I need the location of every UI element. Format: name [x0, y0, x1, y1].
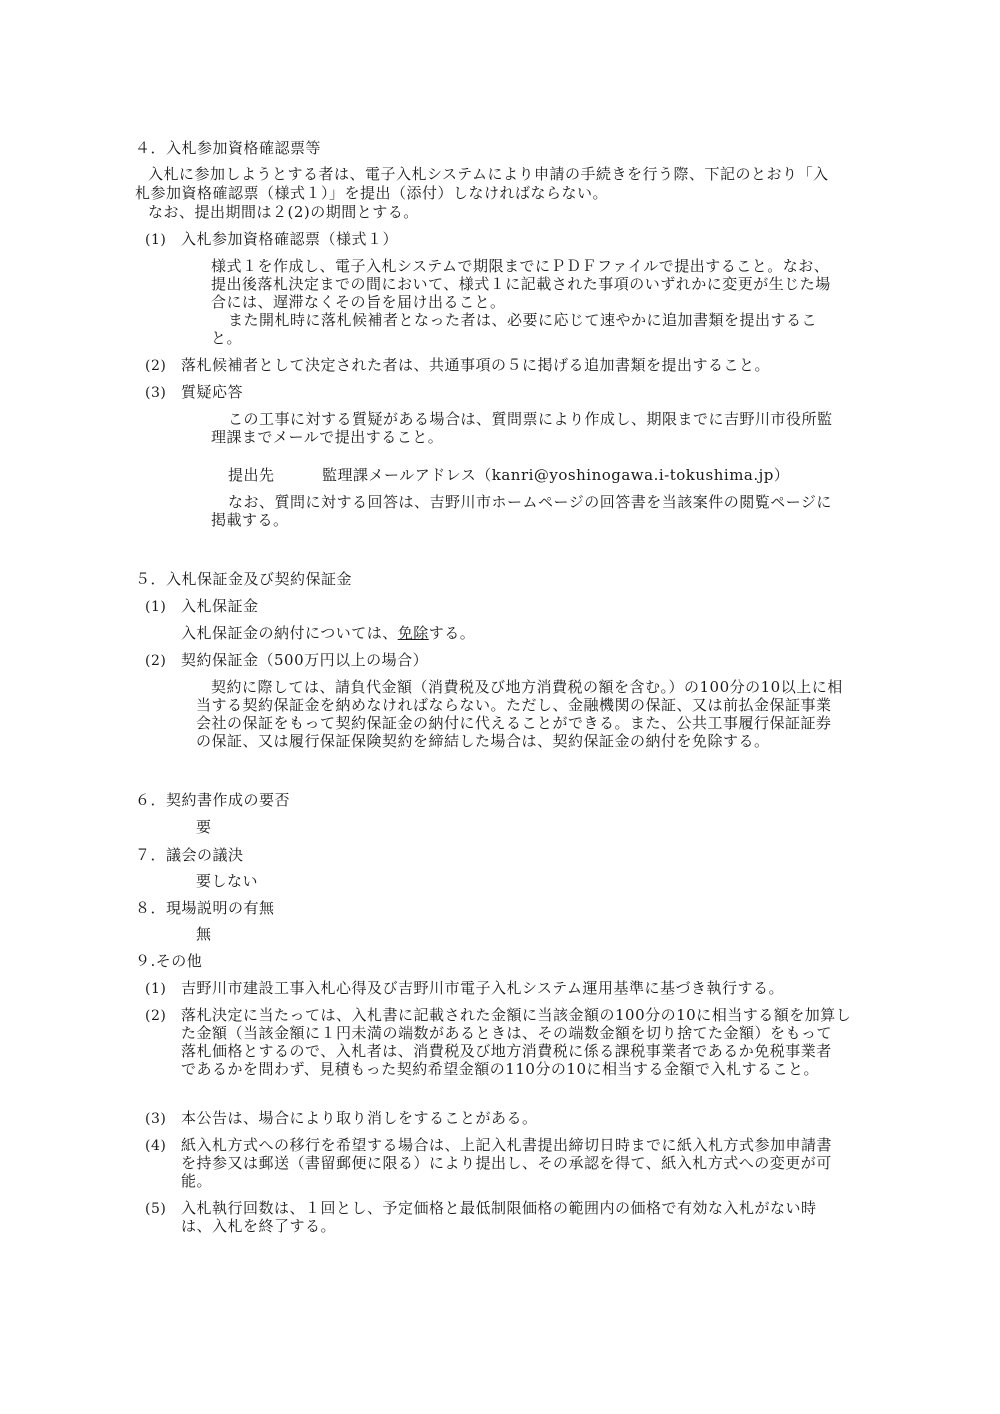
s9-item-2-line: た金額（当該金額に１円未満の端数があるときは、その端数金額を切り捨てた金額）をもって	[181, 1024, 833, 1042]
section-8-heading: ８．現場説明の有無	[135, 899, 275, 917]
s9-item-4-line: を持参又は郵送（書留郵便に限る）により提出し、その承認を得て、紙入札方式への変更が可	[181, 1154, 832, 1172]
s4-intro-line: 札参加資格確認票（様式１）」を提出（添付）しなければならない。	[135, 184, 609, 202]
section-6-heading: ６．契約書作成の要否	[135, 791, 291, 809]
section-5-heading: ５．入札保証金及び契約保証金	[135, 570, 353, 588]
s5-item-1-text-c: する。	[428, 624, 476, 642]
s7-value: 要しない	[196, 872, 259, 890]
section-4-heading: ４．入札参加資格確認票等	[135, 139, 322, 157]
section-7-heading: ７．議会の議決	[135, 846, 244, 864]
s9-item-5-line: は、入札を終了する。	[181, 1217, 337, 1235]
s8-value: 無	[196, 925, 212, 943]
s5-item-1-text-a: 入札保証金の納付については、	[181, 624, 398, 642]
s4-item-3-line: 理課までメールで提出すること。	[211, 428, 444, 446]
s9-item-3-number: (3)	[145, 1111, 167, 1127]
s4-dest-value: 監理課メールアドレス（kanri@yoshinogawa.i-tokushima.jp）	[322, 466, 790, 484]
s9-item-4-line: 能。	[181, 1172, 213, 1190]
s5-exemption-underlined: 免除	[397, 624, 429, 642]
s4-item-1-line: と。	[211, 329, 243, 347]
s4-item-3-line: なお、質問に対する回答は、吉野川市ホームページの回答書を当該案件の閲覧ページに	[228, 493, 832, 511]
s4-item-1-title: 入札参加資格確認票（様式１）	[181, 230, 399, 248]
s5-item-2-line: 契約に際しては、請負代金額（消費税及び地方消費税の額を含む。）の100分の10以上に相	[211, 678, 843, 696]
s9-item-4-number: (4)	[145, 1138, 167, 1154]
s4-item-3-title: 質疑応答	[181, 383, 244, 401]
s9-item-2-line: 落札決定に当たっては、入札書に記載された金額に当該金額の100分の10に相当する額を加算し	[181, 1006, 852, 1024]
s4-item-1-line: 様式１を作成し、電子入札システムで期限までにＰＤＦファイルで提出すること。なお、	[211, 257, 830, 275]
s5-item-2-line: 会社の保証をもって契約保証金の納付に代えることができる。また、公共工事履行保証証券	[196, 714, 832, 732]
s4-item-3-line: 掲載する。	[211, 511, 289, 529]
s9-item-1-number: (1)	[145, 981, 167, 997]
section-9-heading: ９.その他	[135, 952, 203, 970]
s5-item-2-line: 当する契約保証金を納めなければならない。ただし、金融機関の保証、又は前払金保証事業	[196, 696, 832, 714]
s9-item-2-number: (2)	[145, 1008, 167, 1024]
s4-intro-line: 入札に参加しようとする者は、電子入札システムにより申請の手続きを行う際、下記のとおり「入	[148, 165, 829, 183]
s4-item-2-text: 落札候補者として決定された者は、共通事項の５に掲げる追加書類を提出すること。	[181, 356, 771, 374]
s9-item-3-text: 本公告は、場合により取り消しをすることがある。	[181, 1109, 538, 1127]
s4-item-2-number: (2)	[145, 358, 167, 374]
s4-item-1-line: また開札時に落札候補者となった者は、必要に応じて速やかに追加書類を提出するこ	[228, 311, 818, 329]
s5-item-2-number: (2)	[145, 653, 167, 669]
s6-value: 要	[196, 818, 212, 836]
s9-item-2-line: であるかを問わず、見積もった契約希望金額の110分の10に相当する金額で入札すること。	[181, 1060, 820, 1078]
s5-item-1-title: 入札保証金	[181, 597, 259, 615]
s4-item-1-number: (1)	[145, 232, 167, 248]
s9-item-5-line: 入札執行回数は、１回とし、予定価格と最低制限価格の範囲内の価格で有効な入札がない時	[181, 1199, 817, 1217]
s4-item-1-line: 提出後落札決定までの間において、様式１に記載された事項のいずれかに変更が生じた場	[211, 275, 831, 293]
s9-item-1-text: 吉野川市建設工事入札心得及び吉野川市電子入札システム運用基準に基づき執行する。	[181, 979, 785, 997]
s4-item-1-line: 合には、遅滞なくその旨を届け出ること。	[211, 293, 506, 311]
s5-item-2-line: の保証、又は履行保証保険契約を締結した場合は、契約保証金の納付を免除する。	[196, 732, 770, 750]
s4-item-3-line: この工事に対する質疑がある場合は、質問票により作成し、期限までに吉野川市役所監	[228, 410, 833, 428]
s4-intro-line: なお、提出期間は２(2)の期間とする。	[148, 203, 419, 221]
s4-dest-label: 提出先	[228, 466, 275, 484]
s9-item-2-line: 落札価格とするので、入札者は、消費税及び地方消費税に係る課税事業者であるか免税事業者	[181, 1042, 832, 1060]
s9-item-5-number: (5)	[145, 1201, 167, 1217]
s9-item-4-line: 紙入札方式への移行を希望する場合は、上記入札書提出締切日時までに紙入札方式参加申請書	[181, 1136, 833, 1154]
s5-item-2-title: 契約保証金（500万円以上の場合）	[181, 651, 429, 669]
s5-item-1-text	[181, 624, 475, 642]
s4-item-3-number: (3)	[145, 385, 167, 401]
s5-item-1-number: (1)	[145, 599, 167, 615]
